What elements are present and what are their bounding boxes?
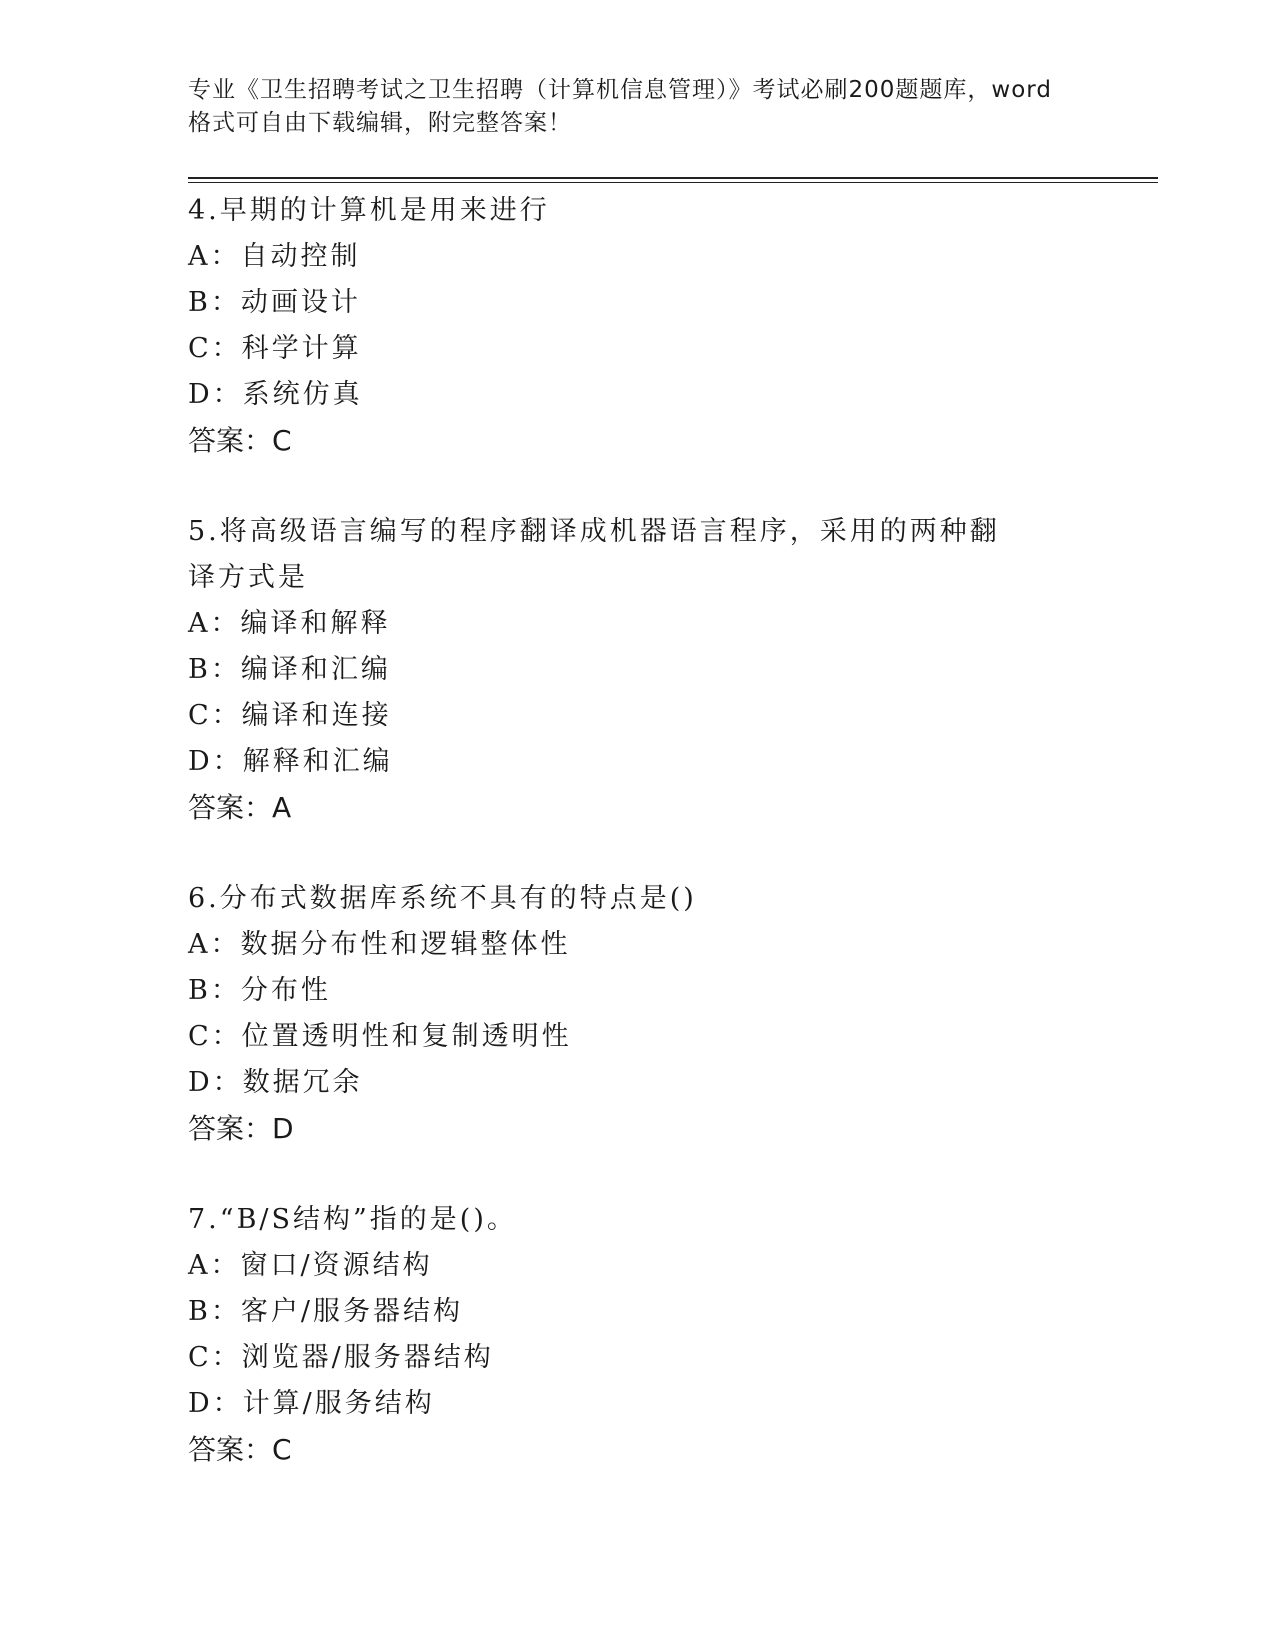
- header-line-1: 专业《卫生招聘考试之卫生招聘（计算机信息管理）》考试必刷200题题库，word: [188, 77, 1052, 103]
- question-stem: 6.分布式数据库系统不具有的特点是(): [188, 883, 697, 914]
- answer: 答案：D: [188, 1112, 294, 1145]
- question-list: [188, 188, 1088, 1518]
- option-c: C：浏览器/服务器结构: [188, 1342, 494, 1373]
- option-a: A：窗口/资源结构: [188, 1250, 433, 1281]
- option-b: B：动画设计: [188, 287, 361, 318]
- document-header: [188, 74, 1088, 140]
- option-b: B：分布性: [188, 975, 331, 1006]
- answer: 答案：C: [188, 1433, 292, 1466]
- header-line-2: 格式可自由下载编辑，附完整答案！: [188, 110, 572, 136]
- question-5: [188, 509, 1088, 831]
- question-4: [188, 188, 1088, 464]
- option-d: D：系统仿真: [188, 379, 363, 410]
- option-c: C：位置透明性和复制透明性: [188, 1021, 572, 1052]
- question-6: [188, 876, 1088, 1152]
- header-divider-thick: [188, 177, 1158, 179]
- question-stem: 5.将高级语言编写的程序翻译成机器语言程序，采用的两种翻译方式是: [188, 516, 1000, 593]
- option-a: A：自动控制: [188, 241, 361, 272]
- answer: 答案：C: [188, 424, 292, 457]
- header-divider-thin: [188, 182, 1158, 183]
- question-stem: 4.早期的计算机是用来进行: [188, 195, 550, 226]
- question-7: [188, 1197, 1088, 1473]
- answer: 答案：A: [188, 791, 292, 824]
- option-a: A：数据分布性和逻辑整体性: [188, 929, 571, 960]
- option-d: D：数据冗余: [188, 1067, 363, 1098]
- option-d: D：解释和汇编: [188, 746, 393, 777]
- option-a: A：编译和解释: [188, 608, 391, 639]
- option-c: C：科学计算: [188, 333, 362, 364]
- option-c: C：编译和连接: [188, 700, 392, 731]
- option-d: D：计算/服务结构: [188, 1388, 435, 1419]
- option-b: B：编译和汇编: [188, 654, 391, 685]
- option-b: B：客户/服务器结构: [188, 1296, 463, 1327]
- question-stem: 7.“B/S结构”指的是()。: [188, 1204, 517, 1235]
